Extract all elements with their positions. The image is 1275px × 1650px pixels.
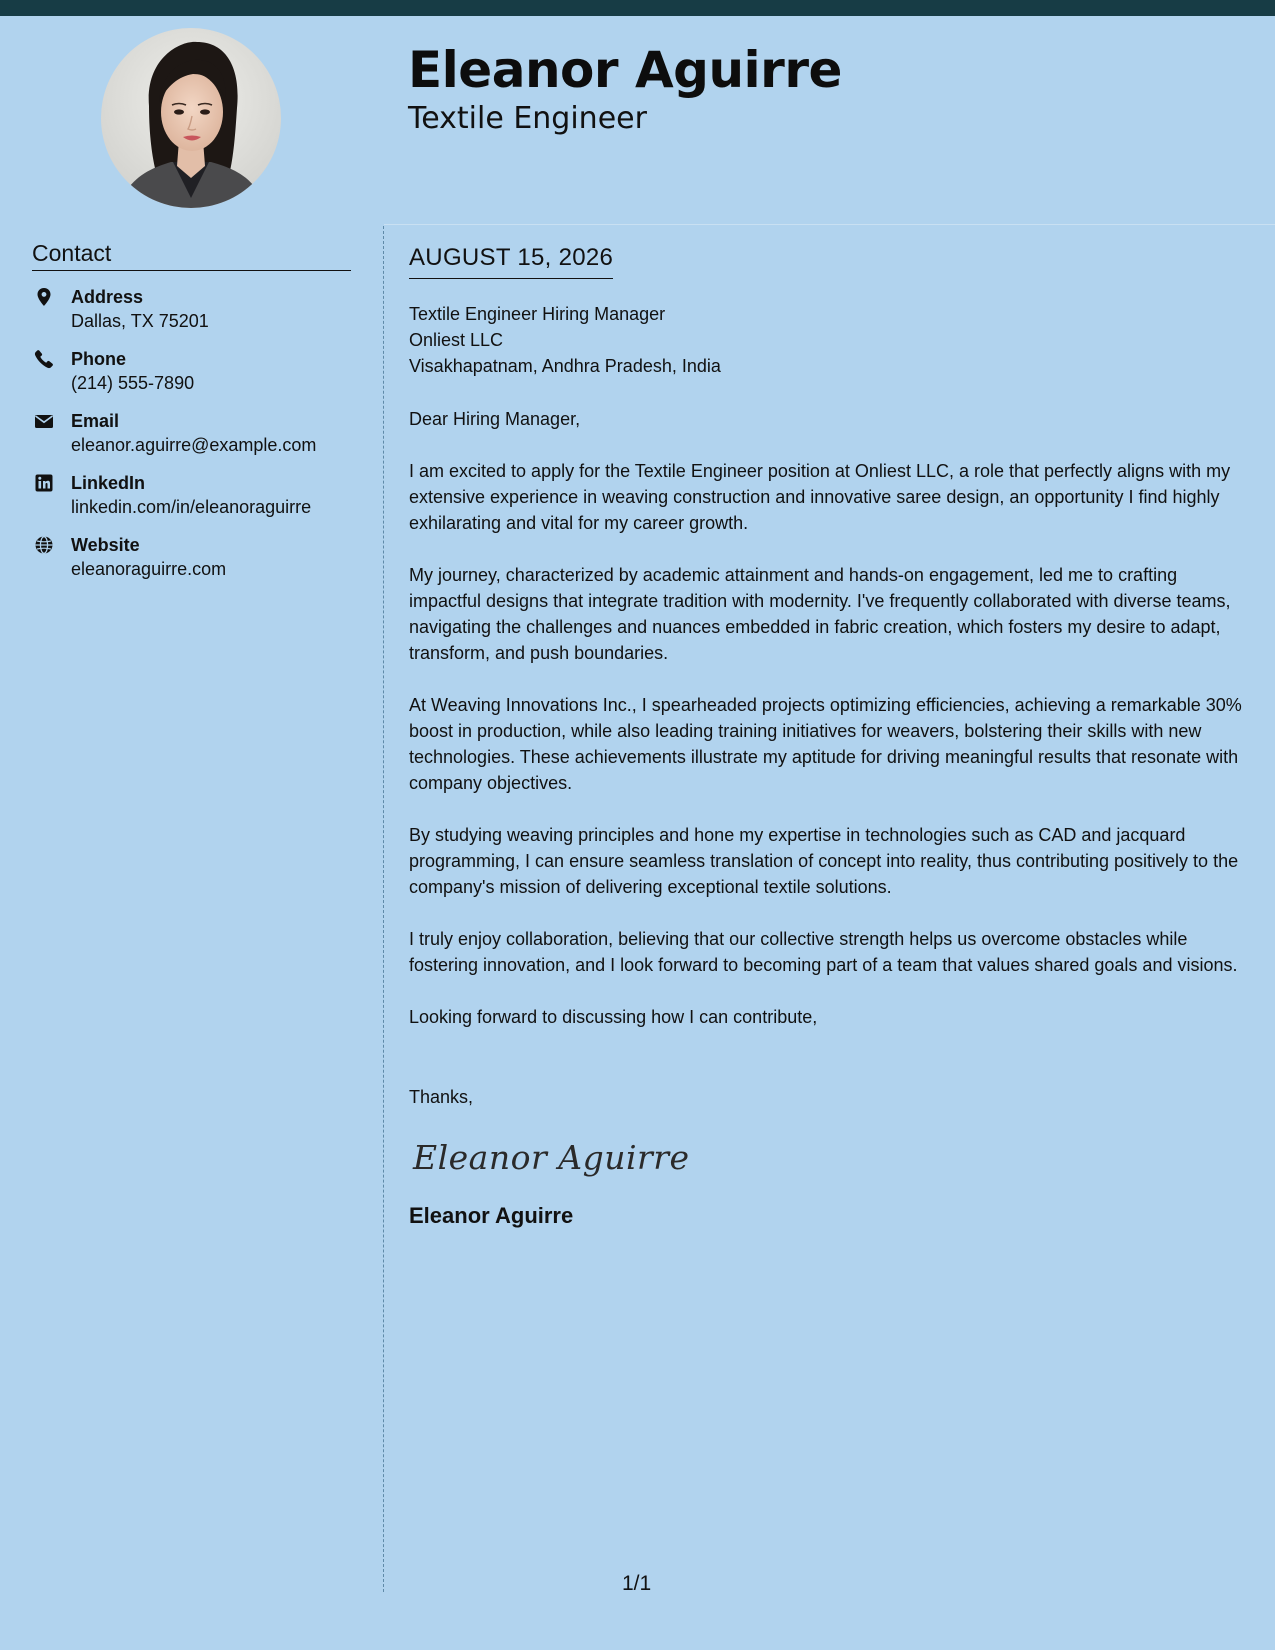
recipient-line: Textile Engineer Hiring Manager [409, 304, 666, 324]
applicant-name: Eleanor Aguirre [408, 41, 842, 99]
address-value: Dallas, TX 75201 [71, 311, 209, 331]
contact-label: Phone [71, 349, 127, 369]
page-number: 1/1 [622, 1572, 652, 1595]
letter-date: AUGUST 15, 2026 [409, 242, 613, 279]
map-pin-icon [34, 287, 54, 307]
website-value[interactable]: eleanoraguirre.com [71, 559, 227, 579]
contact-item-email [32, 409, 351, 457]
thanks-line: Thanks, [409, 1087, 474, 1107]
linkedin-value[interactable]: linkedin.com/in/eleanoraguirre [71, 497, 312, 517]
signature: Eleanor Aguirre [413, 1138, 690, 1177]
avatar [101, 28, 281, 208]
top-bar [0, 0, 1275, 16]
body-paragraph: By studying weaving principles and hone my expertise in technologies such as CAD and jacquard programming, I can ensure seamless translation of concept into reality, thus contributing positively to the company's mission of delivering exceptional textile solutions. [409, 825, 1239, 897]
contact-label: LinkedIn [71, 473, 146, 493]
contact-item-address [32, 285, 351, 333]
body-paragraph: My journey, characterized by academic attainment and hands-on engagement, led me to crafting impactful designs that integrate tradition with modernity. I've frequently collaborated with diverse teams, navigating the challenges and nuances embedded in fabric creation, which fosters my desire to adapt, transform, and push boundaries. [409, 565, 1231, 663]
job-title: Textile Engineer [408, 101, 647, 136]
recipient-line: Visakhapatnam, Andhra Pradesh, India [409, 356, 721, 376]
salutation: Dear Hiring Manager, [409, 409, 581, 429]
contact-item-phone [32, 347, 351, 395]
envelope-icon [34, 411, 54, 431]
contact-label: Email [71, 411, 120, 431]
contact-label: Website [71, 535, 140, 555]
contact-item-website [32, 533, 351, 581]
header-divider [384, 224, 1275, 225]
phone-icon [34, 349, 54, 369]
phone-value: (214) 555-7890 [71, 373, 195, 393]
contact-sidebar [32, 240, 351, 595]
letter-body [409, 242, 1249, 1230]
recipient-line: Onliest LLC [409, 330, 504, 350]
body-paragraph: I truly enjoy collaboration, believing that our collective strength helps us overcome obstacles while fostering innovation, and I look forward to becoming part of a team that values shared goals and visions. [409, 929, 1238, 975]
linkedin-icon [34, 473, 54, 493]
column-divider [383, 226, 384, 1592]
signoff-name: Eleanor Aguirre [409, 1203, 574, 1228]
globe-icon [34, 535, 54, 555]
email-value[interactable]: eleanor.aguirre@example.com [71, 435, 317, 455]
contact-label: Address [71, 287, 144, 307]
body-paragraph: I am excited to apply for the Textile Engineer position at Onliest LLC, a role that perfectly aligns with my extensive experience in weaving construction and innovative saree design, an opportunity I find highly exhilarating and vital for my career growth. [409, 461, 1231, 533]
body-paragraph: At Weaving Innovations Inc., I spearheaded projects optimizing efficiencies, achieving a remarkable 30% boost in production, while also leading training initiatives for weavers, bolstering their skills with new technologies. These achievements illustrate my aptitude for driving meaningful results that resonate with company objectives. [409, 695, 1242, 793]
contact-item-linkedin [32, 471, 351, 519]
portrait-image [101, 28, 281, 208]
contact-heading: Contact [32, 240, 351, 271]
recipient-block [409, 301, 1249, 379]
closing-line: Looking forward to discussing how I can contribute, [409, 1007, 818, 1027]
